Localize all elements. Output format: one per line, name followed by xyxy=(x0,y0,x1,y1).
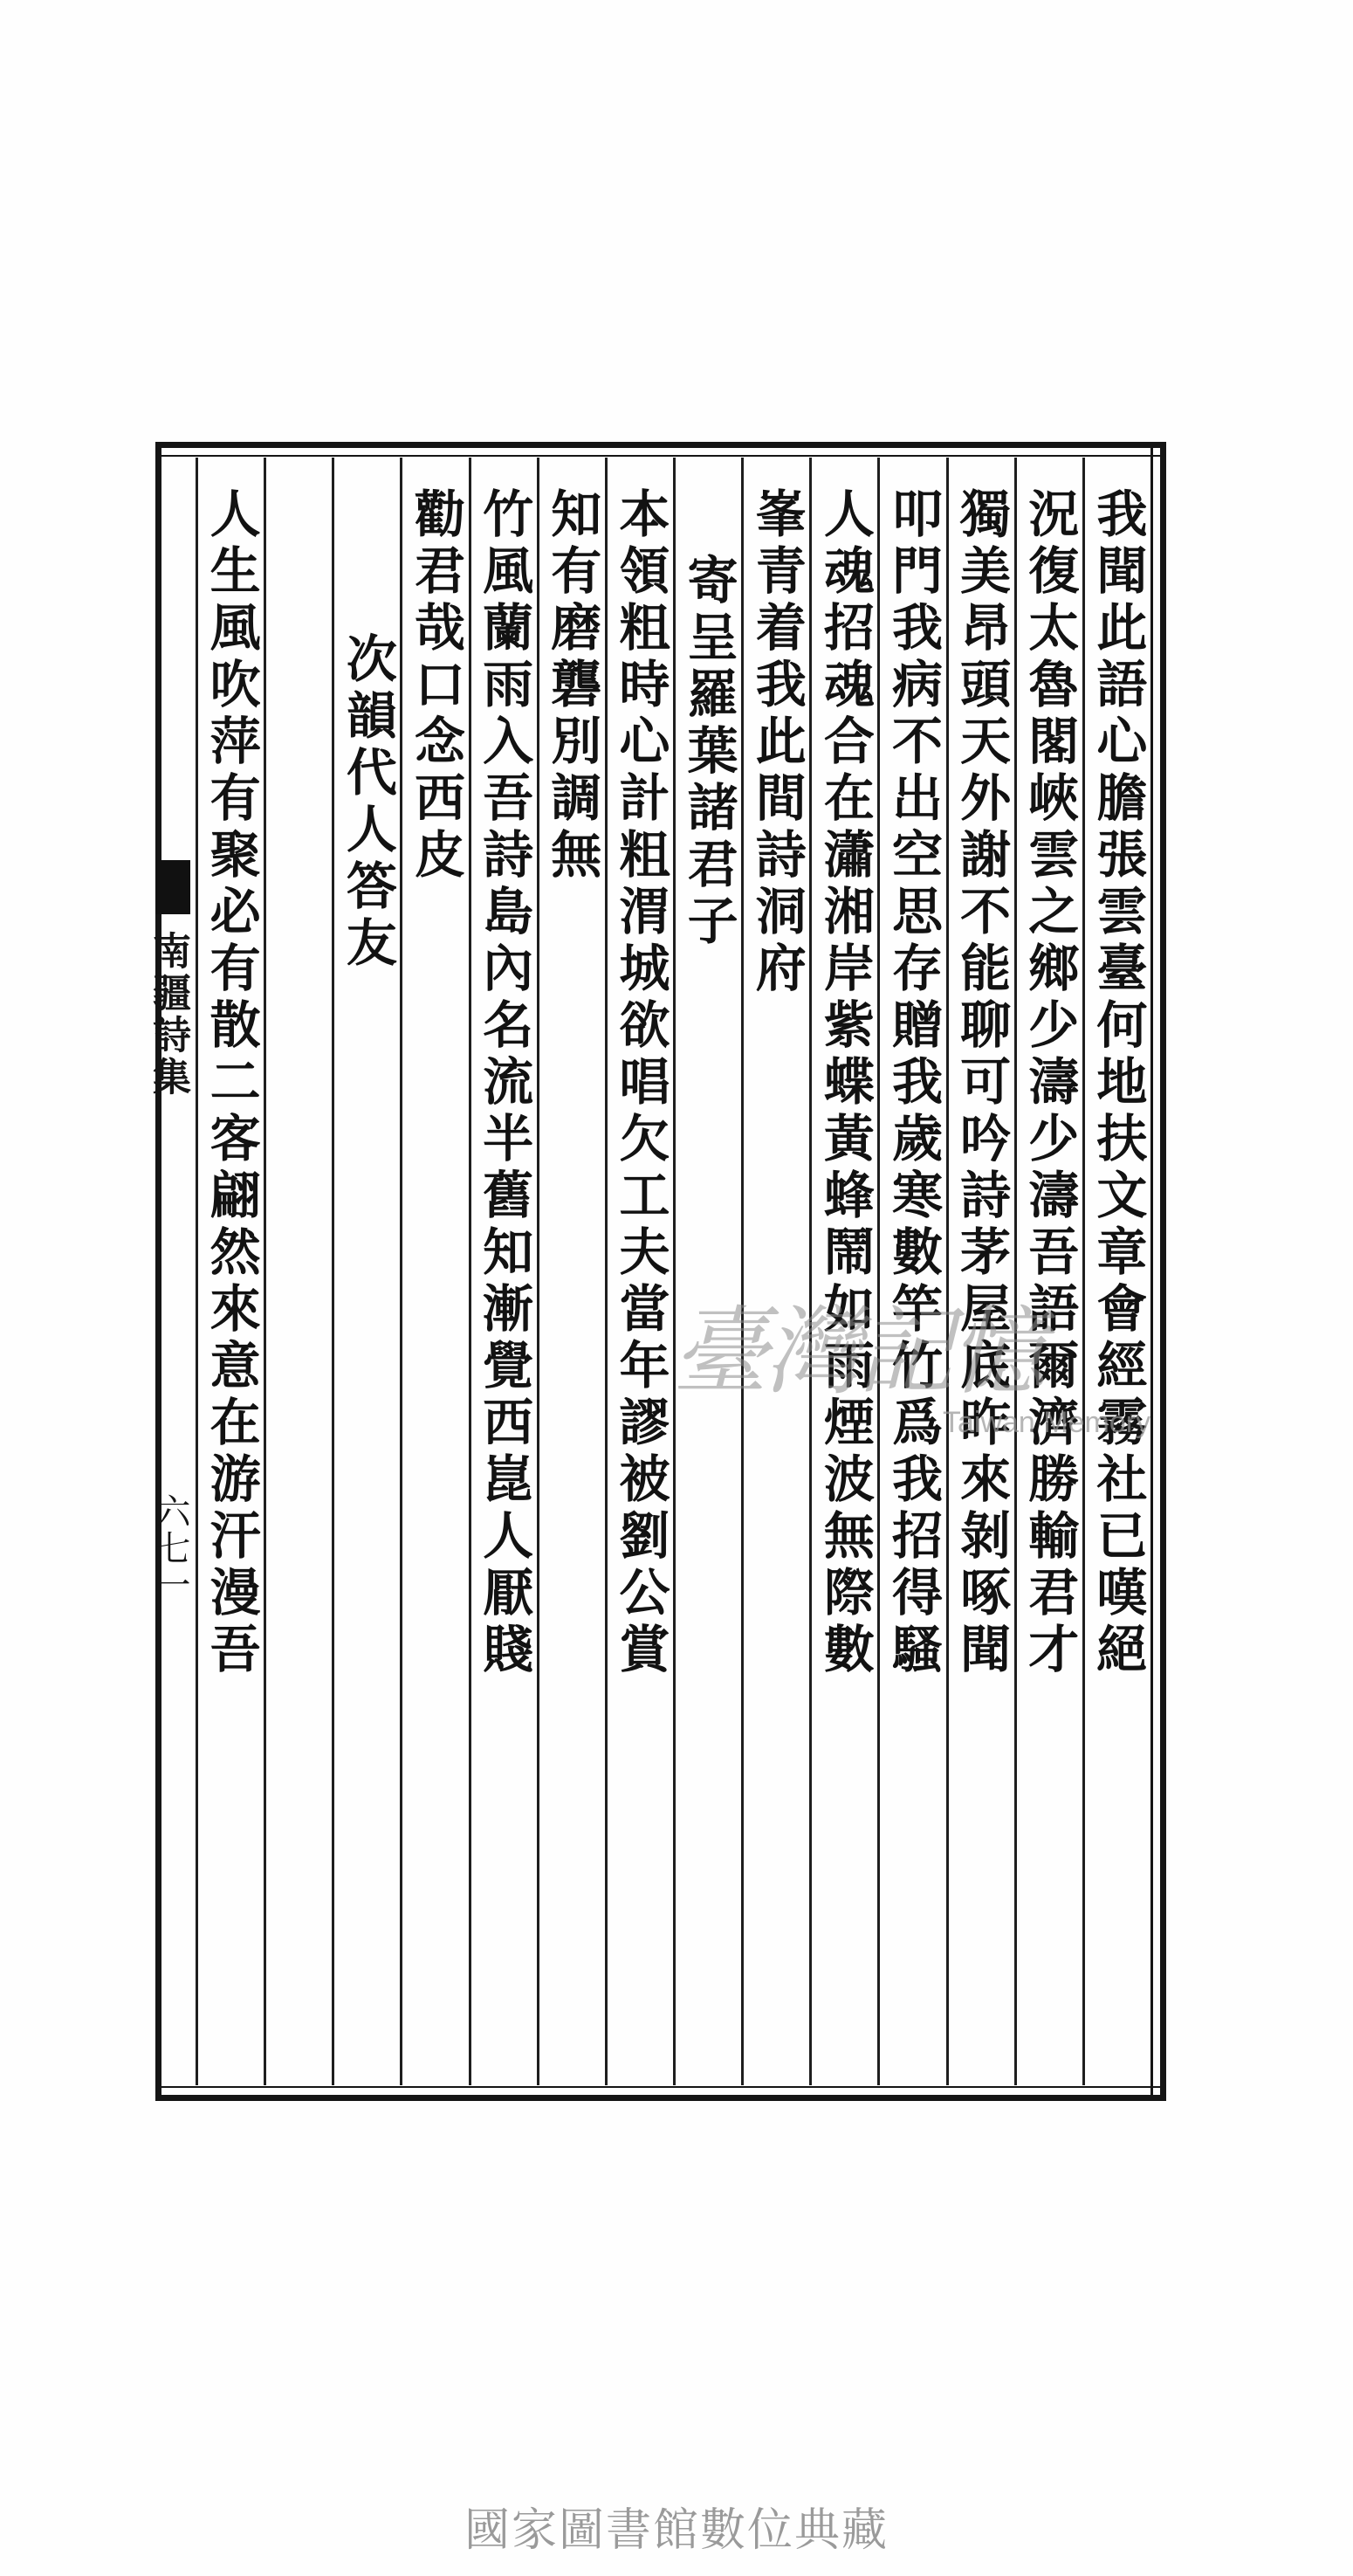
text-column xyxy=(809,458,877,2085)
library-footer: 國家圖書館數位典藏 xyxy=(464,2504,889,2557)
watermark-latin: Taiwan Memory xyxy=(943,1406,1151,1439)
page-number: 六七一 xyxy=(150,1493,190,1603)
text-column xyxy=(605,458,673,2085)
frame-inner-rule xyxy=(1150,442,1153,2101)
column-text: 本領粗時心計粗渭城欲唱欠工夫當年謬被劉公賞 xyxy=(610,487,670,1679)
text-column xyxy=(400,458,468,2085)
gutter-fish-tail-block xyxy=(155,860,190,914)
column-text: 勸君哉口念西皮 xyxy=(406,487,466,885)
column-text: 我聞此語心膽張雲臺何地扶文章會經霧社已嘆絕 xyxy=(1088,487,1148,1679)
column-text: 人生風吹萍有聚必有散二客翩然來意在游汗漫吾 xyxy=(201,487,261,1679)
text-column xyxy=(1082,458,1150,2085)
text-column xyxy=(877,458,945,2085)
column-text: 知有磨礱別調無 xyxy=(542,487,602,885)
gutter xyxy=(146,442,196,2101)
text-columns xyxy=(196,458,1150,2085)
text-column xyxy=(673,458,741,2085)
column-text: 竹風蘭雨入吾詩島內名流半舊知漸覺西崑人厭賤 xyxy=(474,487,534,1679)
text-column xyxy=(469,458,537,2085)
text-column xyxy=(196,458,264,2085)
text-column xyxy=(537,458,605,2085)
column-text: 寄呈羅葉諸君子 xyxy=(678,554,738,951)
text-column xyxy=(741,458,809,2085)
text-column xyxy=(264,458,332,2085)
column-text: 人魂招魂合在瀟湘岸紫蝶黃蜂鬧如雨煙波無際數 xyxy=(814,487,875,1679)
text-column xyxy=(332,458,400,2085)
column-text: 況復太魯閣峽雲之鄉少濤少濤吾語爾濟勝輸君才 xyxy=(1020,487,1080,1679)
watermark-seal: 臺灣記憶 xyxy=(672,1296,1042,1408)
column-text: 次韻代人答友 xyxy=(337,632,397,973)
gutter-book-title: 南疆詩集 xyxy=(146,931,190,1099)
column-text: 叩門我病不出空思存贈我歲寒數竿竹爲我招得騷 xyxy=(883,487,943,1679)
text-column xyxy=(1014,458,1082,2085)
column-text: 峯青着我此間詩洞府 xyxy=(746,487,807,998)
text-column xyxy=(946,458,1014,2085)
column-text: 獨美昂頭天外謝不能聊可吟詩茅屋底昨來剝啄聞 xyxy=(951,487,1012,1679)
